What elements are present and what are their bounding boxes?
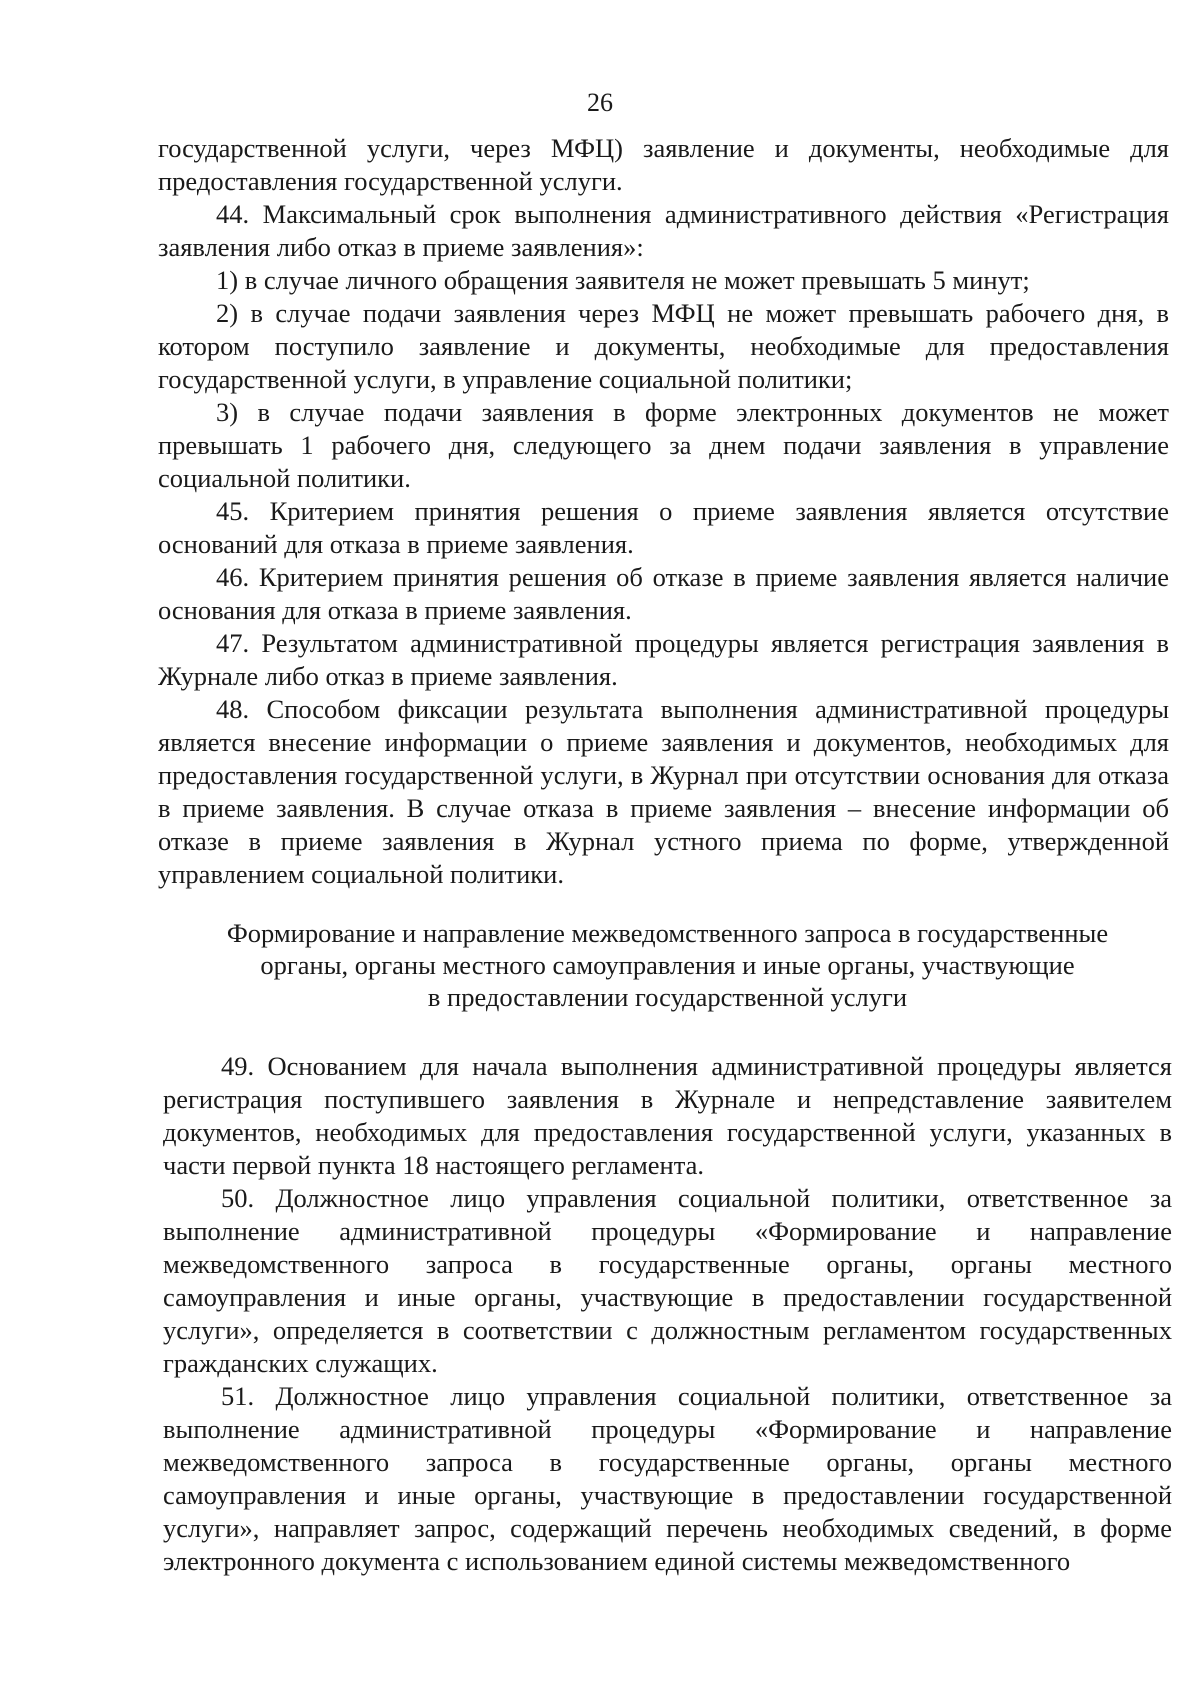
top-text-block bbox=[158, 132, 1169, 891]
paragraph-47: 47. Результатом административной процедуры является регистрация заявления в Журнале либо отказ в приеме заявления. bbox=[158, 628, 1169, 691]
section-heading bbox=[163, 917, 1172, 1013]
paragraph-48: 48. Способом фиксации результата выполнения административной процедуры является внесение информации о приеме заявления и документов, необходимых для предоставления государственной услуги, в Журнал при отсутствии основания для отказа в приеме заявления. В случае отказа в приеме заявления – внесение информации об отказе в приеме заявления в Журнал устного приема по форме, утвержденной управлением социальной политики. bbox=[158, 694, 1169, 889]
section-heading-line: Формирование и направление межведомственного запроса в государственные bbox=[226, 918, 1109, 948]
paragraph-44-item-2: 2) в случае подачи заявления через МФЦ не может превышать рабочего дня, в котором поступило заявление и документы, необходимые для предоставления государственной услуги, в управление социальной политики; bbox=[158, 298, 1169, 394]
paragraph-49: 49. Основанием для начала выполнения административной процедуры является регистрация поступившего заявления в Журнале и непредставление заявителем документов, необходимых для предоставления государственной услуги, указанных в части первой пункта 18 настоящего регламента. bbox=[163, 1051, 1172, 1180]
section-heading-line: в предоставлении государственной услуги bbox=[427, 982, 908, 1012]
paragraph-51: 51. Должностное лицо управления социальной политики, ответственное за выполнение административной процедуры «Формирование и направление межведомственного запроса в государственные органы, органы местного самоуправления и иные органы, участвующие в предоставлении государственной услуги», направляет запрос, содержащий перечень необходимых сведений, в форме электронного документа с использованием единой системы межведомственного bbox=[163, 1381, 1172, 1576]
paragraph-50: 50. Должностное лицо управления социальной политики, ответственное за выполнение административной процедуры «Формирование и направление межведомственного запроса в государственные органы, органы местного самоуправления и иные органы, участвующие в предоставлении государственной услуги», определяется в соответствии с должностным регламентом государственных гражданских служащих. bbox=[163, 1183, 1172, 1378]
bottom-text-block bbox=[163, 1050, 1172, 1578]
paragraph: государственной услуги, через МФЦ) заявление и документы, необходимые для предоставления государственной услуги. bbox=[158, 133, 1169, 196]
paragraph-44-item-3: 3) в случае подачи заявления в форме электронных документов не может превышать 1 рабочего дня, следующего за днем подачи заявления в управление социальной политики. bbox=[158, 397, 1169, 493]
paragraph-45: 45. Критерием принятия решения о приеме заявления является отсутствие оснований для отказа в приеме заявления. bbox=[158, 496, 1169, 559]
paragraph-46: 46. Критерием принятия решения об отказе в приеме заявления является наличие основания для отказа в приеме заявления. bbox=[158, 562, 1169, 625]
paragraph-44: 44. Максимальный срок выполнения административного действия «Регистрация заявления либо отказ в приеме заявления»: bbox=[158, 199, 1169, 262]
section-heading-line: органы, органы местного самоуправления и иные органы, участвующие bbox=[260, 950, 1075, 980]
paragraph-44-item-1: 1) в случае личного обращения заявителя не может превышать 5 минут; bbox=[216, 265, 1030, 295]
page-number: 26 bbox=[587, 88, 613, 117]
